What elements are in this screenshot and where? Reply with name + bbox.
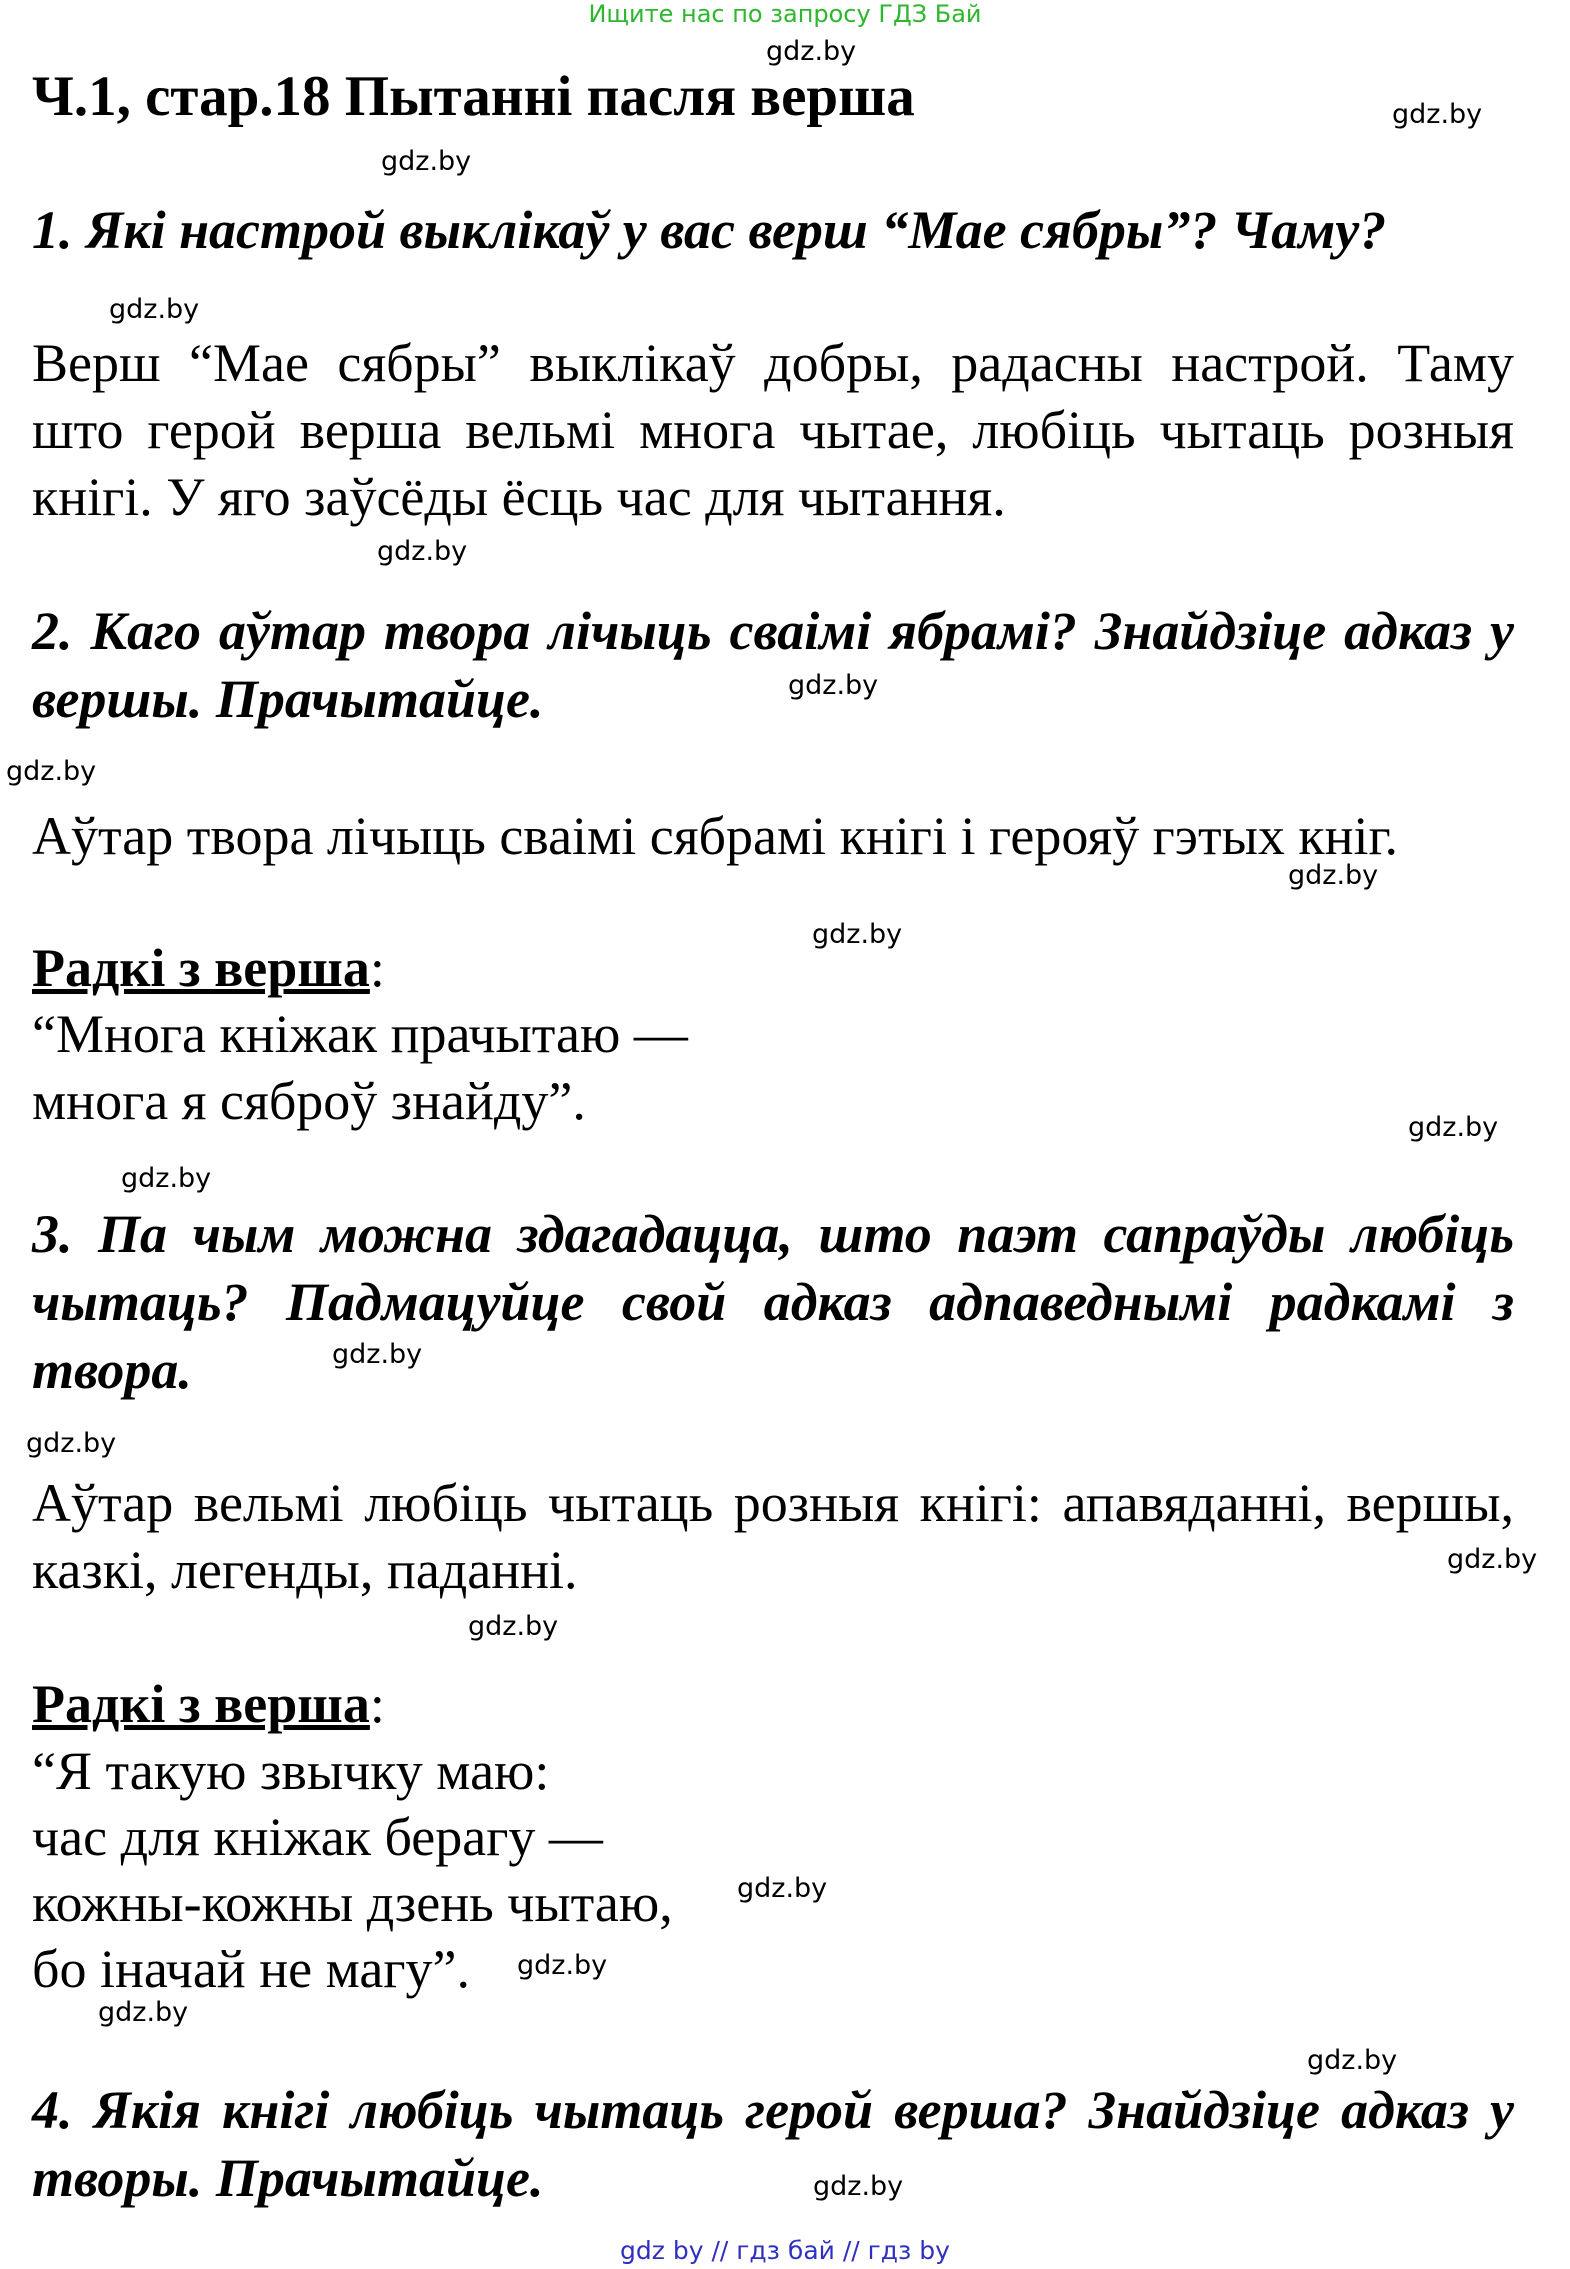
quote-heading-2-text: Радкі з верша: [32, 938, 370, 998]
watermark: gdz.by: [6, 756, 97, 787]
watermark: gdz.by: [121, 1163, 212, 1194]
quote-line: кожны-кожны дзень чытаю,: [32, 1873, 673, 1933]
quote-line: час для кніжак берагу —: [32, 1807, 603, 1867]
watermark: gdz.by: [381, 146, 472, 177]
quote-heading-3-text: Радкі з верша: [32, 1674, 370, 1734]
watermark: gdz.by: [26, 1428, 117, 1459]
question-4: 4. Якія кнігі любіць чытаць герой верша? Знайдзіце адказ у творы. Прачытайце.: [32, 2080, 1514, 2208]
question-3: 3. Па чым можна здагадацца, што паэт сапраўды любіць чытаць? Падмацуйце свой адказ адпаведнымі радкамі з твора.: [32, 1204, 1514, 1400]
quote-line: многа я сяброў знайду”.: [32, 1071, 586, 1131]
quote-line: бо іначай не магу”.: [32, 1939, 470, 1999]
answer-3: Аўтар вельмі любіць чытаць розныя кнігі: апавяданні, вершы, казкі, легенды, паданні.: [32, 1473, 1514, 1600]
watermark: gdz.by: [813, 2171, 904, 2202]
watermark: gdz.by: [1288, 860, 1379, 891]
watermark: gdz.by: [766, 36, 857, 67]
quote-line: “Я такую звычку маю:: [32, 1741, 550, 1801]
question-1: 1. Які настрой выклікаў у вас верш “Мае сябры”? Чаму?: [32, 200, 1387, 260]
answer-2: Аўтар твора лічыць сваімі сябрамі кнігі і герояў гэтых кніг.: [32, 806, 1399, 866]
page-title: Ч.1, стар.18 Пытанні пасля верша: [32, 65, 915, 128]
watermark: gdz.by: [1392, 99, 1483, 130]
watermark: gdz.by: [98, 1997, 189, 2028]
watermark: gdz.by: [1447, 1544, 1538, 1575]
quote-heading-3: Радкі з верша:: [32, 1674, 385, 1734]
watermark: gdz.by: [109, 294, 200, 325]
quote-heading-2: Радкі з верша:: [32, 938, 385, 998]
watermark: gdz.by: [332, 1339, 423, 1370]
top-banner[interactable]: Ищите нас по запросу ГДЗ Бай: [588, 0, 982, 28]
answer-1: Верш “Мае сябры” выклікаў добры, радасны настрой. Таму што герой верша вельмі многа чытае, любіць чытаць розныя кнігі. У яго заўсёды ёсць час для чытання.: [32, 333, 1514, 527]
question-2: 2. Каго аўтар твора лічыць сваімі ябрамі? Знайдзіце адказ у вершы. Прачытайце.: [32, 601, 1514, 729]
watermark: gdz.by: [737, 1873, 828, 1904]
watermark: gdz.by: [377, 536, 468, 567]
quote-line: “Многа кніжак прачытаю —: [32, 1004, 688, 1064]
watermark: gdz.by: [1408, 1112, 1499, 1143]
watermark: gdz.by: [812, 919, 903, 950]
watermark: gdz.by: [468, 1611, 559, 1642]
footer-links[interactable]: gdz by // гдз бай // гдз by: [620, 2236, 950, 2265]
watermark: gdz.by: [1307, 2045, 1398, 2076]
watermark: gdz.by: [517, 1950, 608, 1981]
watermark: gdz.by: [788, 670, 879, 701]
